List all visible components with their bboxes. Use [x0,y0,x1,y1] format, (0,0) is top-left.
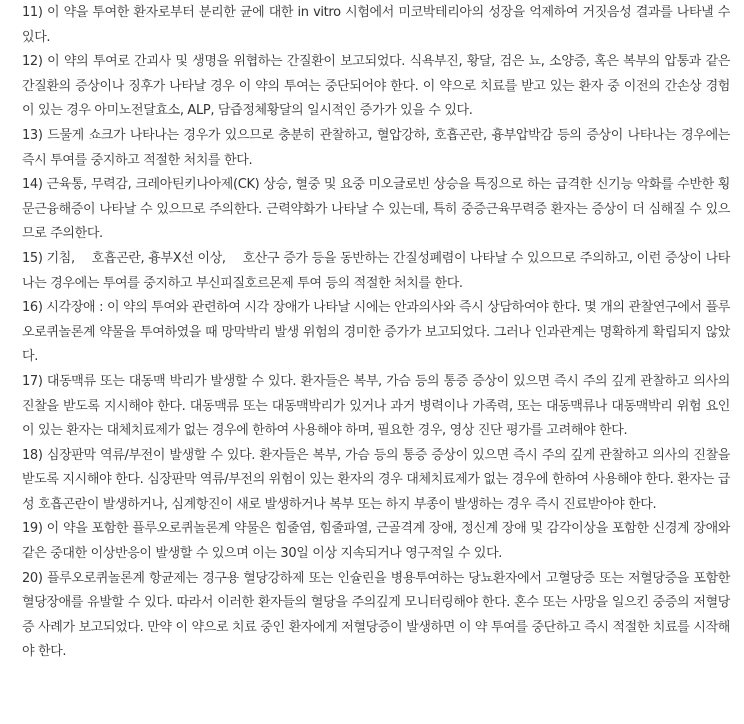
precaution-item-17: 17) 대동맥류 또는 대동맥 박리가 발생할 수 있다. 환자들은 복부, 가슴 등의 통증 증상이 있으면 즉시 주의 깊게 관찰하고 의사의 진찰을 받도록 지시해야 한다. 대동맥류 또는 대동맥박리가 있거나 과거 병력이나 가족력, 또는 대동맥류나 대동맥박리 위험 요인이 있는 환자는 대체치료제가 없는 경우에 한하여 사용해야 하며, 필요한 경우, 영상 진단 평가를 고려해야 한다. [22,373,730,439]
precaution-item-12: 12) 이 약의 투여로 간괴사 및 생명을 위협하는 간질환이 보고되었다. 식욕부진, 황달, 검은 뇨, 소양증, 혹은 복부의 압통과 같은 간질환의 증상이나 징후가 나타날 경우 이 약의 투여는 중단되어야 한다. 이 약으로 치료를 받고 있는 환자 중 이전의 간손상 경험이 있는 경우 아미노전달효소, ALP, 담즙정체황달의 일시적인 증가가 있을 수 있다. [22,54,730,119]
precaution-item-19: 19) 이 약을 포함한 플루오로퀴놀론계 약물은 힘줄염, 힘줄파열, 근골격계 장애, 정신계 장애 및 감각이상을 포함한 신경계 장애와 같은 중대한 이상반응이 발생할 수 있으며 이는 30일 이상 지속되거나 영구적일 수 있다. [22,521,730,562]
precaution-item-15: 15) 기침, 호흡곤란, 흉부X선 이상, 호산구 증가 등을 동반하는 간질성폐렴이 나타날 수 있으므로 주의하고, 이런 증상이 나타나는 경우에는 투여를 중지하고 부신피질호르몬제 투여 등의 적절한 처치를 한다. [22,250,730,291]
precaution-item-13: 13) 드물게 쇼크가 나타나는 경우가 있으므로 충분히 관찰하고, 혈압강하, 호흡곤란, 흉부압박감 등의 증상이 나타나는 경우에는 즉시 투여를 중지하고 적절한 처치를 한다. [22,127,730,168]
precaution-item-20: 20) 플루오로퀴놀론계 항균제는 경구용 혈당강하제 또는 인슐린을 병용투여하는 당뇨환자에서 고혈당증 또는 저혈당증을 포함한 혈당장애를 유발할 수 있다. 따라서 이러한 환자들의 혈당을 주의깊게 모니터링해야 한다. 혼수 또는 사망을 일으킨 중증의 저혈당증 사례가 보고되었다. 만약 이 약으로 치료 중인 환자에게 저혈당증이 발생하면 이 약 투여를 중단하고 즉시 적절한 치료를 시작해야 한다. [22,570,730,660]
precaution-item-16: 16) 시각장애 : 이 약의 투여와 관련하여 시각 장애가 나타날 시에는 안과의사와 즉시 상담하여야 한다. 몇 개의 관찰연구에서 플루오로퀴놀론계 약물을 투여하였을 때 망막박리 발생 위험의 경미한 증가가 보고되었다. 그러나 인과관계는 명확하게 확립되지 않았다. [22,300,730,365]
precaution-item-14: 14) 근육통, 무력감, 크레아틴키나아제(CK) 상승, 혈중 및 요중 미오글로빈 상승을 특징으로 하는 급격한 신기능 악화를 수반한 횡문근융해증이 나타날 수 있으므로 주의한다. 근력약화가 나타날 수 있는데, 특히 중증근육무력증 환자는 증상이 더 심해질 수 있으므로 주의한다. [22,177,730,242]
precaution-item-11: 11) 이 약을 투여한 환자로부터 분리한 균에 대한 in vitro 시험에서 미코박테리아의 성장을 억제하여 거짓음성 결과를 나타낼 수 있다. [22,5,730,45]
precaution-item-18: 18) 심장판막 역류/부전이 발생할 수 있다. 환자들은 복부, 가슴 등의 통증 증상이 있으면 즉시 주의 깊게 관찰하고 의사의 진찰을 받도록 지시해야 한다. 심장판막 역류/부전의 위험이 있는 환자의 경우 대체치료제가 없는 경우에 한하여 사용해야 한다. 환자는 급성 호흡곤란이 발생하거나, 심계항진이 새로 발생하거나 복부 또는 하지 부종이 발생하는 경우 즉시 진료받아야 한다. [22,447,730,512]
